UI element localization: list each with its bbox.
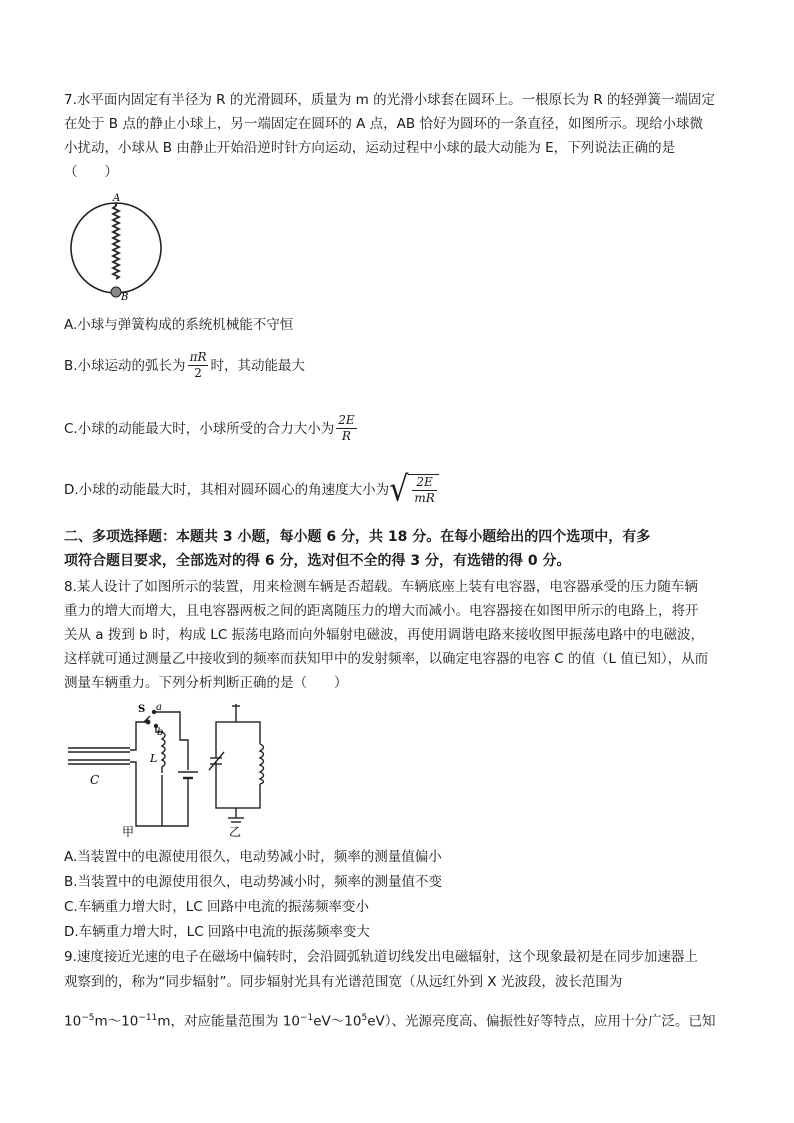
q8-figure-circuits xyxy=(64,700,284,840)
frac-denominator: mR xyxy=(414,491,435,505)
q8-option-d: D.车辆重力增大时，LC 回路中电流的振荡频率变大 xyxy=(64,924,370,940)
sentence-tail: eV）、光源亮度高、偏振性好等特点，应用十分广泛。已知 xyxy=(367,1013,716,1030)
unit-text: m～10 xyxy=(94,1013,139,1030)
q7-option-d-text: D.小球的动能最大时，其相对圆环圆心的角速度大小为 xyxy=(64,482,390,498)
q8-option-b: B.当装置中的电源使用很久，电动势减小时，频率的测量值不变 xyxy=(64,874,443,890)
frac-denominator: 2 xyxy=(194,366,202,380)
frac-numerator: 2E xyxy=(412,475,436,491)
q7-option-d-fraction xyxy=(412,475,436,506)
sqrt-symbol: √ $\frac{2E}{mR}$ xyxy=(389,474,439,506)
exponent: 5 xyxy=(361,1013,368,1023)
q8-stem-line3: 关从 a 拨到 b 时，构成 LC 振荡电路而向外辐射电磁波，再使用调谐电路来接收图甲振荡电路中的电磁波， xyxy=(64,627,705,643)
label-jia: 甲 xyxy=(122,825,135,839)
unit-text: eV～10 xyxy=(313,1013,362,1030)
q7-option-b xyxy=(64,350,305,381)
q7-option-d xyxy=(64,469,439,510)
q7-stem-line3: 小扰动，小球从 B 由静止开始沿逆时针方向运动，运动过程中小球的最大动能为 E，下列说法正确的是 xyxy=(64,140,676,156)
label-a: a xyxy=(156,702,162,713)
num-ten: 10 xyxy=(64,1013,82,1030)
q8-stem-line5: 测量车辆重力。下列分析判断正确的是（ ） xyxy=(64,675,348,691)
exponent: −5 xyxy=(81,1013,95,1023)
q7-answer-paren: （ ） xyxy=(64,164,118,180)
q8-stem-line4: 这样就可通过测量乙中接收到的频率而获知甲中的发射频率，以确定电容器的电容 C 的值（L 值已知），从而 xyxy=(64,651,709,667)
q7-stem-line2: 在处于 B 点的静止小球上，另一端固定在圆环的 A 点，AB 恰好为圆环的一条直径，如图所示。现给小球微 xyxy=(64,116,703,132)
ball-b xyxy=(111,287,121,297)
q8-option-c: C.车辆重力增大时，LC 回路中电流的振荡频率变小 xyxy=(64,899,369,915)
label-s: S xyxy=(138,704,146,715)
frac-numerator: 2E xyxy=(338,413,355,427)
exponent: −11 xyxy=(138,1013,158,1023)
q7-option-c-fraction xyxy=(336,413,356,444)
frac-numerator: πR xyxy=(189,350,207,364)
label-yi: 乙 xyxy=(229,825,242,839)
q7-stem-line1: 7.水平面内固定有半径为 R 的光滑圆环，质量为 m 的光滑小球套在圆环上。一根原长为 R 的轻弹簧一端固定 xyxy=(64,92,716,108)
q8-stem-line2: 重力的增大而增大，且电容器两板之间的距离随压力的增大而减小。电容器接在如图甲所示的电路上，将开 xyxy=(64,603,699,619)
section2-heading-line2: 项符合题目要求，全部选对的得 6 分，选对但不全的得 3 分，有选错的得 0 分。 xyxy=(64,553,571,569)
exponent: −1 xyxy=(299,1013,314,1023)
q8-option-a: A.当装置中的电源使用很久，电动势减小时，频率的测量值偏小 xyxy=(64,849,442,865)
q7-option-c xyxy=(64,413,359,444)
q8-stem-line1: 8.某人设计了如图所示的装置，用来检测车辆是否超载。车辆底座上装有电容器，电容器承受的压力随车辆 xyxy=(64,579,698,595)
label-b: b xyxy=(157,727,164,738)
label-b: B xyxy=(121,292,129,303)
q7-option-b-text: B.小球运动的弧长为 xyxy=(64,357,186,374)
q7-figure-ring-spring xyxy=(64,192,174,304)
q7-option-c-text: C.小球的动能最大时，小球所受的合力大小为 xyxy=(64,420,335,437)
spring-coil xyxy=(113,203,119,279)
q7-option-a: A.小球与弹簧构成的系统机械能不守恒 xyxy=(64,317,294,333)
q9-stem-line3 xyxy=(64,1008,715,1032)
q9-stem-line2: 观察到的，称为“同步辐射”。同步辐射光具有光谱范围宽（从远红外到 X 光波段，波长范围为 xyxy=(64,974,623,990)
unit-text: m，对应能量范围为 10 xyxy=(157,1013,300,1030)
q7-option-b-fraction xyxy=(188,350,209,381)
frac-denominator: R xyxy=(341,429,351,443)
q9-stem-line1: 9.速度接近光速的电子在磁场中偏转时，会沿圆弧轨道切线发出电磁辐射，这个现象最初是在同步加速器上 xyxy=(64,949,698,965)
label-a: A xyxy=(113,193,121,204)
label-l: L xyxy=(150,752,158,765)
section2-heading-line1: 二、多项选择题：本题共 3 小题，每小题 6 分，共 18 分。在每小题给出的四个选项中，有多 xyxy=(64,529,651,545)
q7-option-b-tail: 时，其动能最大 xyxy=(210,357,305,374)
label-c: C xyxy=(90,773,100,787)
